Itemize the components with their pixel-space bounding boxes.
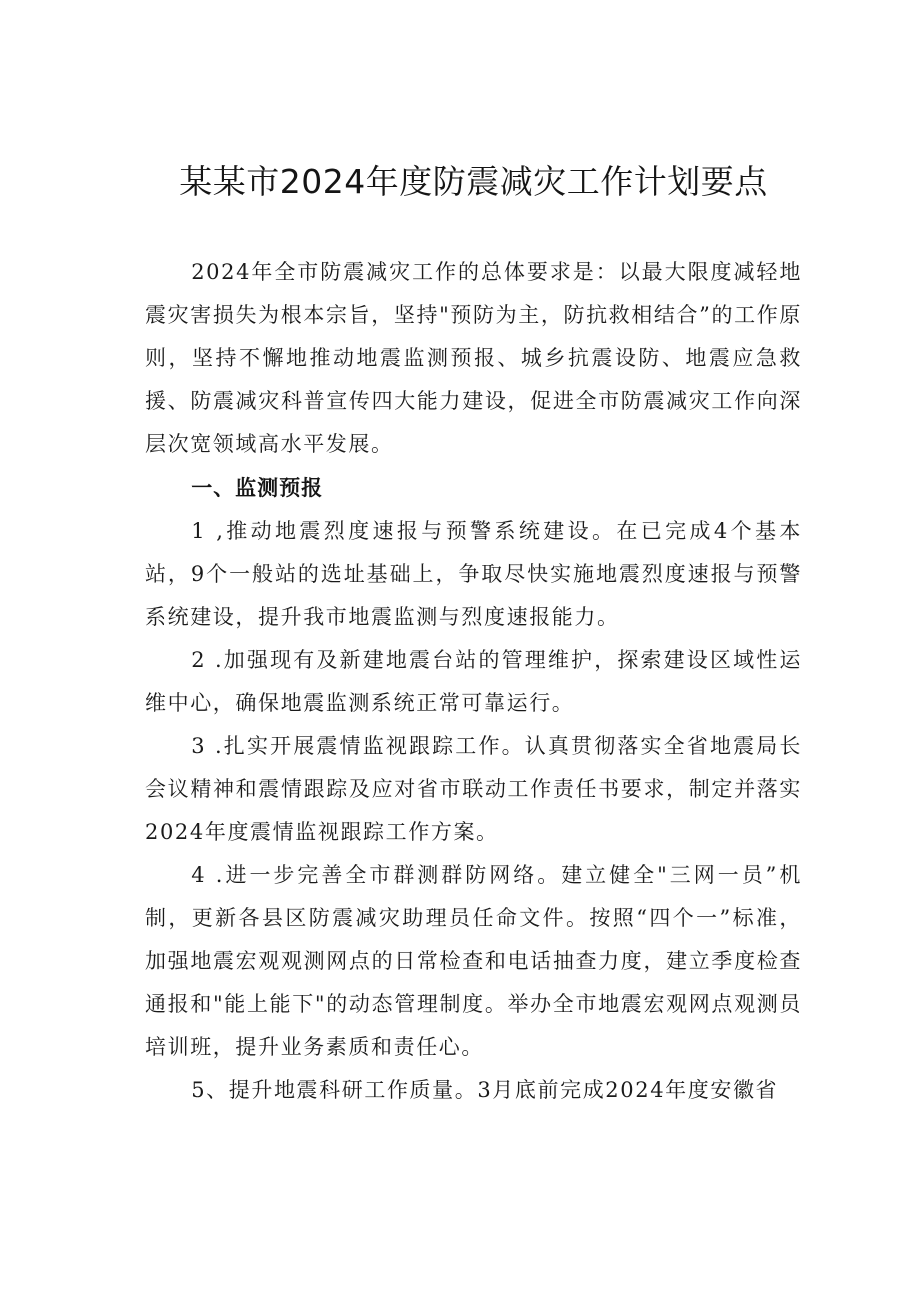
document-body [145,251,802,1112]
list-item: 2 .加强现有及新建地震台站的管理维护，探索建设区域性运维中心，确保地震监测系统正常可靠运行。 [145,648,802,715]
list-item: 1 ,推动地震烈度速报与预警系统建设。在已完成4个基本站，9个一般站的选址基础上，争取尽快实施地震烈度速报与预警系统建设，提升我市地震监测与烈度速报能力。 [145,519,802,629]
section-heading-monitoring: 一、监测预报 [191,476,324,500]
list-item: 5、提升地震科研工作质量。3月底前完成2024年度安徽省 [191,1078,779,1102]
list-item: 3 .扎实开展震情监视跟踪工作。认真贯彻落实全省地震局长会议精神和震情跟踪及应对省市联动工作责任书要求，制定并落实2024年度震情监视跟踪工作方案。 [145,734,802,844]
document-title: 某某市2024年度防震减灾工作计划要点 [179,162,768,201]
intro-paragraph: 2024年全市防震减灾工作的总体要求是：以最大限度减轻地震灾害损失为根本宗旨，坚持"预防为主，防抗救相结合”的工作原则，坚持不懈地推动地震监测预报、城乡抗震设防、地震应急救援、防震减灾科普宣传四大能力建设，促进全市防震减灾工作向深层次宽领域高水平发展。 [145,260,802,456]
list-item: 4 .进一步完善全市群测群防网络。建立健全"三网一员”机制，更新各县区防震减灾助理员任命文件。按照“四个一”标准，加强地震宏观观测网点的日常检查和电话抽查力度，建立季度检查通报和"能上能下"的动态管理制度。举办全市地震宏观网点观测员培训班，提升业务素质和责任心。 [145,863,802,1059]
